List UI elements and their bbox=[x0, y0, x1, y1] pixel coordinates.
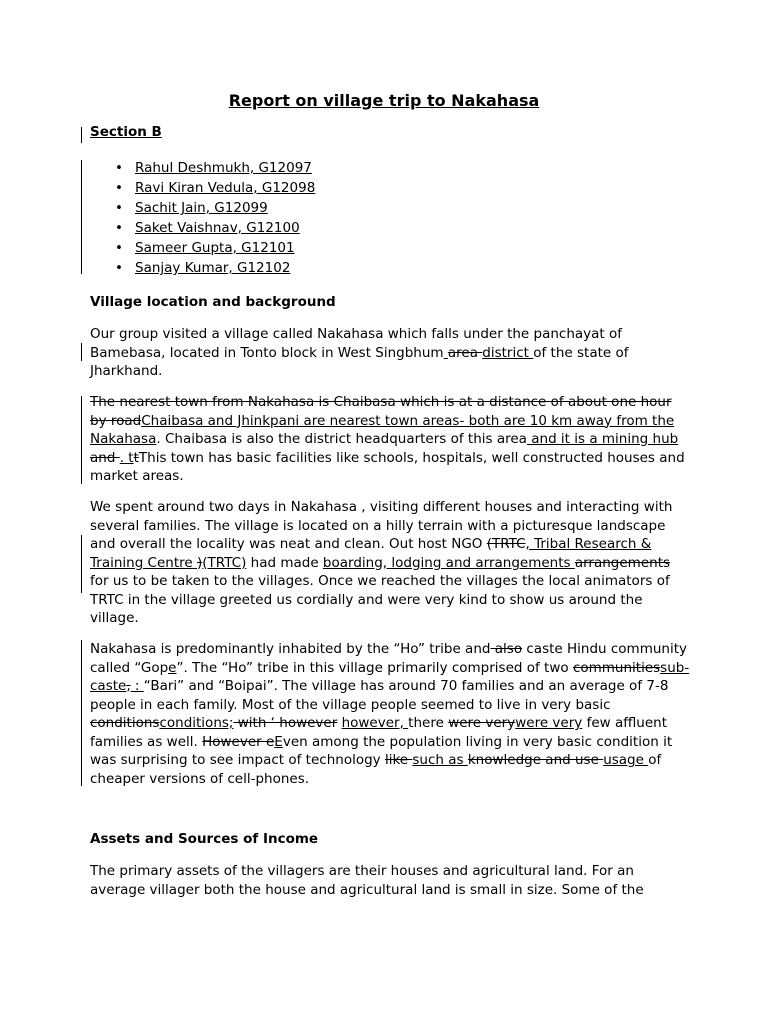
paragraph-visit: We spent around two days in Nakahasa , visiting different houses and interacting with several families. The village is located on a hilly terrain with a picturesque landscape and overall the locality was neat and clean. Out host NGO (TRTC, Tribal Research & Training Centre )(TRTC) had made boarding, lodging and arrangements arrangements for us to be taken to the villages. Once we reached the villages the local animators of TRTC in the village greeted us cordially and were very kind to show us around the village. bbox=[90, 499, 673, 626]
bullet: • bbox=[115, 220, 123, 236]
paragraph-location: Our group visited a village called Nakahasa which falls under the panchayat of Bamebasa, located in Tonto block in West Singbhum area district of the state of Jharkhand. bbox=[90, 326, 629, 379]
member-name: Sachit Jain, G12099 bbox=[135, 200, 268, 216]
bullet: • bbox=[115, 160, 123, 176]
heading-assets: Assets and Sources of Income bbox=[90, 831, 319, 847]
member-name: Saket Vaishnav, G12100 bbox=[135, 220, 300, 236]
bullet: • bbox=[115, 240, 123, 256]
member-name: Sameer Gupta, G12101 bbox=[135, 240, 295, 256]
paragraph-assets: The primary assets of the villagers are their houses and agricultural land. For an average villager both the house and agricultural land is small in size. Some of the bbox=[90, 863, 644, 898]
bullet: • bbox=[115, 200, 123, 216]
member-name: Rahul Deshmukh, G12097 bbox=[135, 160, 312, 176]
paragraph-inhabitants: Nakahasa is predominantly inhabited by the “Ho” tribe and also caste Hindu community called “Gope”. The “Ho” tribe in this village primarily comprised of two communitiessub-caste, : “Bari” and “Boipai”. The village has around 70 families and an average of 7-8 people in each family. Most of the village people seemed to live in very basic conditionsconditions; with ‘ however however, there were verywere very few affluent families as well. However eEven among the population living in very basic condition it was surprising to see impact of technology like such as knowledge and use usage of cheaper versions of cell-phones. bbox=[90, 641, 690, 787]
change-bar bbox=[81, 640, 82, 786]
change-bar bbox=[81, 160, 82, 274]
heading-village-location: Village location and background bbox=[90, 294, 336, 310]
paragraph-nearest-town: The nearest town from Nakahasa is Chaibasa which is at a distance of about one hour by roadChaibasa and Jhinkpani are nearest town areas- both are 10 km away from the Nakahasa. Chaibasa is also the district headquarters of this area and it is a mining hub and . ttThis town has basic facilities like schools, hospitals, well constructed houses and market areas. bbox=[90, 394, 685, 484]
change-bar bbox=[81, 127, 82, 143]
member-name: Sanjay Kumar, G12102 bbox=[135, 260, 291, 276]
change-bar bbox=[81, 396, 82, 484]
change-bar bbox=[81, 535, 82, 593]
section-heading: Section B bbox=[90, 124, 162, 140]
bullet: • bbox=[115, 260, 123, 276]
change-bar bbox=[81, 343, 82, 361]
member-name: Ravi Kiran Vedula, G12098 bbox=[135, 180, 316, 196]
bullet: • bbox=[115, 180, 123, 196]
report-title: Report on village trip to Nakahasa bbox=[228, 91, 540, 110]
